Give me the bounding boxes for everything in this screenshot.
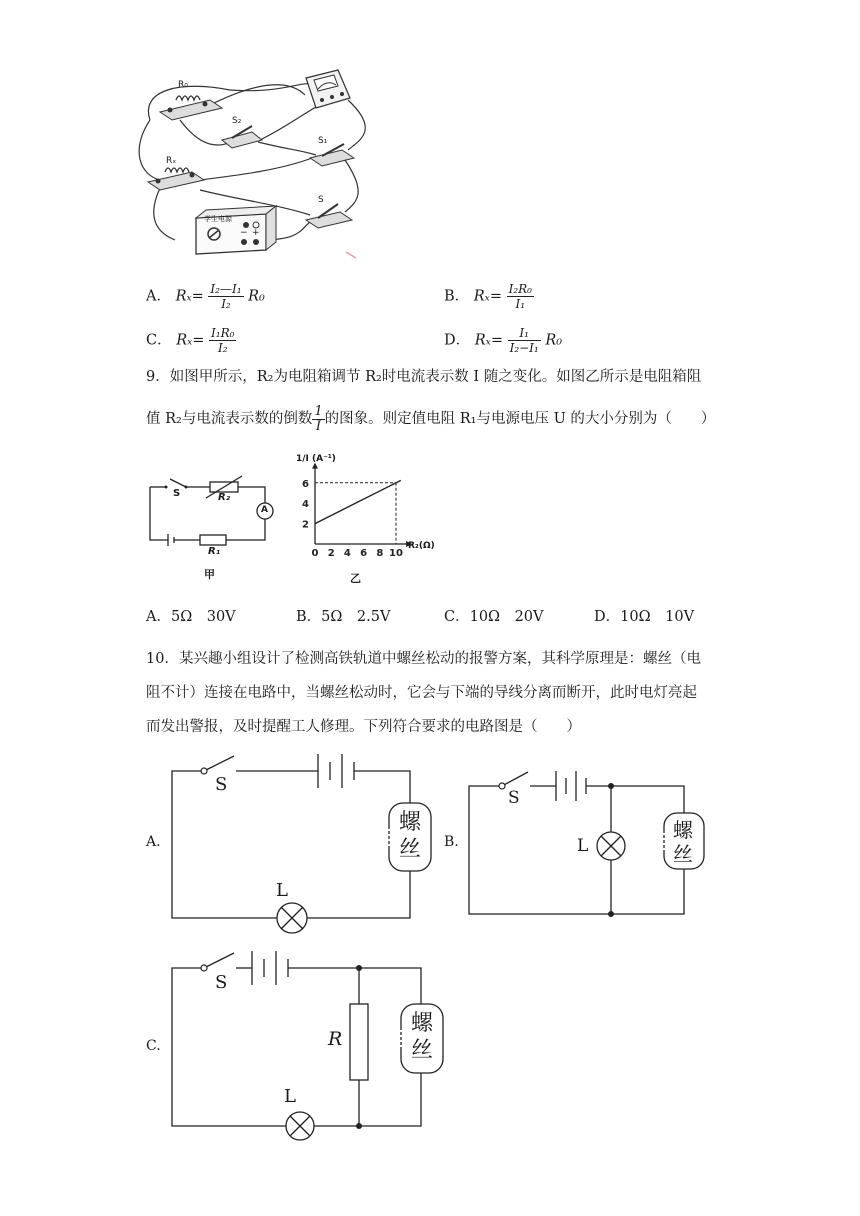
chart-x-tick-label: 10: [389, 548, 403, 559]
q10-stem-line-3: 而发出警报，及时提醒工人修理。下列符合要求的电路图是（ ）: [146, 719, 581, 735]
circuit-c-lamp-label: L: [284, 1086, 296, 1107]
option-text: 10Ω 10V: [620, 609, 695, 625]
jia-label-r2: R₂: [218, 492, 231, 503]
option-text: 10Ω 20V: [469, 609, 544, 625]
chart-y-tick-label: 4: [302, 499, 309, 511]
fraction-denominator: I₂: [221, 297, 231, 311]
chart-y-tick-label: 6: [302, 478, 309, 490]
option-letter: C．: [444, 609, 470, 625]
circuit-c-letter: C.: [146, 1038, 161, 1054]
circuit-a-lamp-label: L: [276, 880, 288, 901]
fraction-numerator: I₂—I₁: [210, 282, 242, 296]
label-s2: S₂: [232, 116, 242, 126]
fraction-denominator: I: [315, 418, 322, 434]
circuit-b-screw-top: 螺: [673, 818, 693, 842]
chart-y-tick-label: 2: [302, 519, 309, 531]
label-plus: +: [252, 228, 260, 238]
option-lhs: Rₓ=: [175, 288, 204, 305]
label-r0: R₀: [178, 80, 188, 90]
option-letter: D．: [594, 609, 621, 625]
chart-ylabel: 1/I (A⁻¹): [296, 454, 336, 464]
label-rx: Rₓ: [166, 156, 177, 166]
q9-stem-part-b: 的图象。则定值电阻 R₁与电源电压 U 的大小分别为（ ）: [324, 411, 716, 427]
option-lhs: Rₓ=: [473, 288, 502, 305]
option-lhs: Rₓ=: [176, 332, 205, 349]
circuit-c-screw-bottom: 丝: [411, 1038, 434, 1063]
jia-caption: 甲: [204, 568, 215, 581]
label-s1: S₁: [318, 136, 328, 146]
jia-label-r1: R₁: [208, 546, 221, 557]
jia-label-ammeter: A: [261, 505, 268, 515]
fraction-numerator: I₁R₀: [211, 326, 235, 340]
circuit-c-switch-label: S: [215, 972, 228, 993]
option-letter: B．: [444, 288, 470, 305]
fraction-numerator: I₁: [508, 326, 541, 341]
option-letter: D．: [444, 332, 471, 349]
q10-stem-line-1: 10．某兴趣小组设计了检测高铁轨道中螺丝松动的报警方案，其科学原理是：螺丝（电: [146, 651, 701, 667]
chart-x-tick-label: 2: [327, 548, 335, 559]
option-letter: B．: [296, 609, 322, 625]
fraction-denominator: I₂−I₁: [509, 341, 539, 355]
option-tail: R₀: [545, 332, 563, 349]
circuit-a-letter: A.: [146, 834, 161, 850]
yi-caption: 乙: [350, 572, 361, 585]
fraction-numerator: 1: [314, 403, 323, 419]
chart-x-tick-label: 4: [343, 548, 351, 559]
option-letter: C．: [146, 332, 172, 349]
q9-stem-line-1: 9．如图甲所示，R₂为电阻箱调节 R₂时电流表示数 I 随之变化。如图乙所示是电阻箱阻: [146, 369, 702, 385]
option-text: 5Ω 30V: [170, 609, 236, 625]
fraction-denominator: I₁: [515, 297, 526, 311]
q10-stem-line-2: 阻不计）连接在电路中，当螺丝松动时，它会与下端的导线分离而断开，此时电灯亮起: [146, 685, 697, 701]
circuit-a-screw-top: 螺: [399, 810, 422, 835]
option-tail: R₀: [248, 288, 265, 305]
fraction-numerator: I₂R₀: [508, 282, 532, 296]
option-letter: A．: [146, 609, 171, 625]
circuit-b-letter: B.: [444, 834, 459, 850]
q9-stem-part-a: 值 R₂与电流表示数的倒数: [146, 411, 313, 427]
circuit-b-switch-label: S: [508, 788, 520, 808]
label-minus: −: [240, 228, 248, 238]
circuit-c-screw-top: 螺: [411, 1011, 434, 1036]
circuit-a-screw-bottom: 丝: [399, 837, 422, 862]
chart-x-tick-label: 0: [311, 548, 319, 559]
circuit-c-resistor-label: R: [328, 1028, 343, 1050]
chart-x-tick-label: 6: [360, 548, 368, 559]
fraction-denominator: I₂: [217, 341, 228, 355]
chart-x-tick-label: 8: [376, 548, 384, 559]
jia-label-s: S: [173, 488, 181, 499]
circuit-a-switch-label: S: [215, 774, 228, 795]
circuit-b-screw-bottom: 丝: [673, 842, 693, 866]
option-lhs: Rₓ=: [474, 332, 503, 349]
label-power-supply: 学生电源: [204, 215, 232, 223]
circuit-b-lamp-label: L: [577, 836, 589, 856]
option-letter: A．: [146, 288, 171, 305]
label-s: S: [318, 195, 324, 205]
option-text: 5Ω 2.5V: [321, 609, 391, 625]
chart-xlabel: R₂(Ω): [408, 541, 435, 551]
